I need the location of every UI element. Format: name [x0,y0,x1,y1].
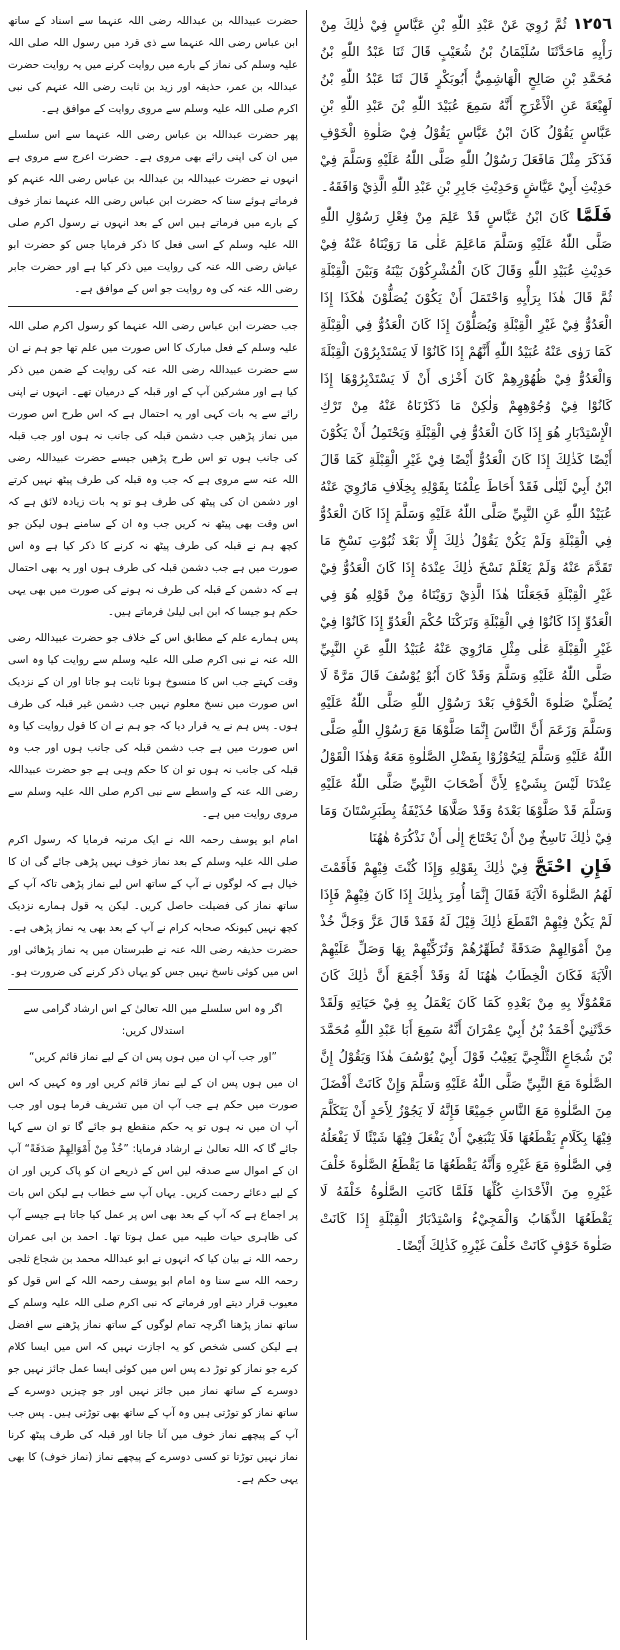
arabic-block-1: ثُمَّ رُوِيَ عَنْ عَبْدِ اللّٰهِ بْنِ عَبَّاسٍ فِيْ ذٰلِكَ مِنْ رَأْيِهِ مَاحَدَّثَنَا سُلَيْمَانُ بْنُ شُعَيْبٍ قَالَ ثَنَا عَبْدُ اللّٰهِ بْنُ مُحَمَّدِ بْنِ صَالِحٍ الْهَاشِمِيُّ أَبُوبَكْرٍ قَالَ ثَنَا عَبْدُ اللّٰهِ بْنُ لَهِيْعَةَ عَنِ الْأَعْرَجِ أَنَّهُ سَمِعَ عُبَيْدَ اللّٰهِ بْنَ عَبْدِ اللّٰهِ بْنِ عَبَّاسٍ يَقُوْلُ كَانَ ابْنُ عَبَّاسٍ يَقُوْلُ فِيْ صَلٰوةِ الْخَوْفِ فَذَكَرَ مِثْلَ مَافَعَلَ رَسُوْلُ اللّٰهِ صَلَّى اللّٰهُ عَلَيْهِ وَسَلَّمَ فِيْ حَدِيْثِ أَبِيْ عَيَّاشٍ وَحَدِيْثِ جَابِرِ بْنِ عَبْدِ اللّٰهِ الَّذِيْ وَافَقَهُ۔ [320,18,612,195]
hadith-paragraph-1 [320,10,612,201]
urdu-quote: ”اور جب آپ ان میں ہوں پس ان کے لیے نماز قائم کریں“ [28,1051,277,1063]
urdu-paragraph-6: ان میں ہوں پس ان کے لیے نماز قائم کریں اور وہ کہیں کہ اس صورت میں حکم ہے جب آپ ان میں تشریف فرما ہوں اور جب آپ ان میں نہ ہوں تو یہ حکم منقطع ہو جائے گا تو ان سے کہا جائے گا کہ اللہ تعالیٰ نے ارشاد فرمایا: ”خُذْ مِنْ أَمْوَالِهِمْ صَدَقَةً“ آپ ان کے اموال سے صدقہ لیں اس کے ذریعے ان کو پاک کریں اور ان کے لیے دعائے رحمت کریں۔ یہاں آپ سے خطاب ہے لیکن اس بات پر اجماع ہے کہ آپ کے بعد بھی اس پر عمل کیا جاتا ہے جیسے آپ کی ظاہری حیات طیبہ میں عمل ہوتا تھا۔ احمد بن ابی عمران رحمہ اللہ نے بیان کیا کہ انہوں نے ابو عبداللہ محمد بن شجاع ثلجی رحمہ اللہ سے سنا وہ امام ابو یوسف رحمہ اللہ کے اس قول کو معیوب قرار دیتے اور فرماتے کہ نبی اکرم صلی اللہ علیہ وسلم کے ساتھ نماز پڑھنا اگرچہ تمام لوگوں کے ساتھ نماز پڑھنے سے افضل ہے لیکن کسی شخص کو یہ اجازت نہیں کہ اس میں ایسا کلام کرے جو نماز کو توڑ دے پس اس میں کوئی ایسا عمل جائز نہیں جو دوسرے کے ساتھ نماز میں جائز نہیں اور جو چیزیں دوسرے کے ساتھ نماز کو توڑتی ہیں وہ آپ کے ساتھ بھی توڑتی ہیں۔ پس جب آپ کے پیچھے نماز خوف میں آنا جانا اور قبلہ کی طرف پیٹھ کرنا نماز نہیں توڑتا تو کسی دوسرے کے پیچھے نماز (نماز خوف) کا بھی یہی حکم ہے۔ [8,1077,298,1485]
arabic-text-column [312,10,612,1640]
urdu-paragraph-3: جب حضرت ابن عباس رضی اللہ عنہما کو رسول اکرم صلی اللہ علیہ وسلم کے فعل مبارک کا اس صورت میں علم تھا جو ہم نے ان سے حضرت عبیداللہ رضی اللہ عنہ کی روایت کے ضمن میں ذکر کیا ہے اور مشرکین آپ کے اور قبلہ کے درمیان تھے۔ انہوں نے اپنی رائے سے یہ بات کہی اور یہ احتمال ہے کہ اس طرح اس صورت میں نماز پڑھیں جب دشمن قبلہ کی جانب نہ ہوں اور جب قبلہ کی جانب ہوں تو اس طرح پڑھیں جیسے حضرت عبیداللہ رضی اللہ عنہ سے مروی ہے کہ جب وہ قبلہ کی طرف پیٹھ نہیں کرتے اور دشمن ان کی پیٹھ کی طرف ہو تو یہ بات زیادہ لائق ہے کہ اس وقت بھی پیٹھ نہ کریں جب وہ ان کے سامنے ہوں لیکن جو کچھ ہم نے قبلہ کی طرف پیٹھ نہ کرنے کا ذکر کیا ہے وہ اس صورت میں ہے جب دشمن قبلہ کی طرف ہوں اور یہ بھی احتمال ہے کہ دشمن کے قبلہ کی طرف نہ ہونے کی صورت میں بھی یہی حکم ہو جیسا کہ ابن ابی لیلیٰ فرماتے ہیں۔ [8,320,298,618]
hadith-paragraph-3 [320,854,612,1260]
lead-word-fa-in-ihtajja: فَإِنِ احْتَجَّ [534,857,612,877]
urdu-sub-heading: اگر وہ اس سلسلے میں اللہ تعالیٰ کے اس ارشاد گرامی سے استدلال کریں: [23,1003,283,1037]
urdu-paragraph-2: پھر حضرت عبداللہ بن عباس رضی اللہ عنہما سے اس سلسلے میں ان کی اپنی رائے بھی مروی ہے۔ حضرت اعرج سے مروی ہے انہوں نے حضرت عبیداللہ بن عبداللہ بن عباس رضی اللہ عنہم کو فرماتے ہوئے سنا کہ حضرت ابن عباس رضی اللہ عنہما نماز خوف کے بارے میں فرماتے ہیں اس کے بعد انہوں نے رسول اکرم صلی اللہ علیہ وسلم کے اسی فعل کا ذکر فرمایا جس کو حضرت ابو عیاش رضی اللہ عنہ کی روایت میں ذکر کیا ہے اور حضرت جابر رضی اللہ عنہ کی وہ روایت جو اس کے موافق ہے۔ [8,129,298,295]
urdu-translation-column [8,10,298,1640]
lead-word-falamma: فَلَمَّا [576,206,612,226]
hadith-paragraph-2 [320,203,612,852]
arabic-block-3: فِيْ ذٰلِكَ بِقَوْلِهِ وَإِذَا كُنْتَ فِيْهِمْ فَأَقَمْتَ لَهُمُ الصَّلٰوةَ الْآيَةَ فَقَالَ إِنَّمَا أُمِرَ بِذٰلِكَ إِذَا كَانَ فِيْهِمْ فَإِذَا لَمْ يَكُنْ فِيْهِمْ انْقَطَعَ ذٰلِكَ قِيْلَ لَهُ فَقَدْ قَالَ عَزَّ وَجَلَّ خُذْ مِنْ أَمْوَالِهِمْ صَدَقَةً تُطَهِّرُهُمْ وَتُزَكِّيْهِمْ بِهَا وَصَلِّ عَلَيْهِمْ الْآيَةَ فَكَانَ الْخِطَابُ هٰهُنَا لَهُ وَقَدْ أَجْمَعَ أَنَّ ذٰلِكَ كَانَ مَعْمُوْلًا بِهِ مِنْ بَعْدِهِ كَمَا كَانَ يَعْمَلُ بِهِ فِيْ حَيَاتِهِ وَلَقَدْ حَدَّثَنِيْ أَحْمَدُ بْنُ أَبِيْ عِمْرَانَ أَنَّهُ سَمِعَ أَبَا عَبْدِ اللّٰهِ مُحَمَّدَ بْنَ شُجَاعٍ الثَّلْجِيَّ يَعِيْبُ قَوْلَ أَبِيْ يُوْسُفَ هٰذَا وَيَقُوْلُ إِنَّ الصَّلٰوةَ مَعَ النَّبِيِّ صَلَّى اللّٰهُ عَلَيْهِ وَسَلَّمَ وَإِنْ كَانَتْ أَفْضَلَ مِنَ الصَّلٰوةِ مَعَ النَّاسِ جَمِيْعًا فَإِنَّهُ لَا يَجُوْزُ لِأَحَدٍ أَنْ يَتَكَلَّمَ فِيْهَا بِكَلَامٍ يَقْطَعُهَا فَلَا يَنْبَغِيْ أَنْ يَفْعَلَ فِيْهَا شَيْئًا لَا يَفْعَلُهُ فِي الصَّلٰوةِ مَعَ غَيْرِهِ وَأَنَّهُ يَقْطَعُهَا مَا يَقْطَعُ الصَّلٰوةَ خَلْفَ غَيْرِهِ مِنَ الْأَحْدَاثِ كُلِّهَا فَلَمَّا كَانَتِ الصَّلٰوةُ خَلْفَهُ لَا يَقْطَعُهَا الذَّهَابُ وَالْمَجِيْءُ وَاسْتِدْبَارُ الْقِبْلَةِ إِذَا كَانَتْ صَلٰوةَ خَوْفٍ كَانَتْ خَلْفَ غَيْرِهِ كَذٰلِكَ أَيْضًا۔ [320,861,612,1254]
urdu-paragraph-4: پس ہمارے علم کے مطابق اس کے خلاف جو حضرت عبیداللہ رضی اللہ عنہ نے نبی اکرم صلی اللہ علیہ وسلم سے روایت کیا وہ اسی وقت کہتے جب اس کا منسوخ ہونا ثابت ہو جاتا اور ان کے نزدیک اس صورت میں نسخ معلوم نہیں جب دشمن غیر قبلہ کی طرف ہوں۔ پس ہم نے یہ قرار دیا کہ جو ہم نے ان کا قول روایت کیا وہ اس صورت میں ہے جب دشمن قبلہ کی جانب ہوں اور جب وہ قبلہ کی جانب نہ ہوں تو ان کا حکم وہی ہے جو حضرت عبیداللہ رضی اللہ عنہ کے واسطے سے نبی اکرم صلی اللہ علیہ وسلم سے مروی روایت میں ہے۔ [8,632,298,820]
hadith-number: ١٢٥٦ [572,14,612,33]
arabic-block-2: كَانَ ابْنُ عَبَّاسٍ قَدْ عَلِمَ مِنْ فِعْلِ رَسُوْلِ اللّٰهِ صَلَّى اللّٰهُ عَلَيْهِ وَسَلَّمَ مَاعَلِمَ عَلٰى مَا رَوَيْنَاهُ عَنْهُ فِيْ حَدِيْثِ عُبَيْدِ اللّٰهِ وَقَالَ كَانَ الْمُشْرِكُوْنَ بَيْنَهُ وَبَيْنَ الْقِبْلَةِ ثُمَّ قَالَ هٰذَا بِرَأْيِهِ وَاحْتَمَلَ أَنْ يَكُوْنَ يُصَلُّوْنَ هٰكَذَا إِذَا الْعَدُوُّ فِيْ غَيْرِ الْقِبْلَةِ وَيُصَلُّوْنَ إِذَا كَانَ الْعَدُوُّ فِي الْقِبْلَةِ كَمَا رَوٰى عَنْهُ عُبَيْدُ اللّٰهِ أَنَّهُمْ إِذَا كَانُوْا لَا يَسْتَدْبِرُوْنَ الْقِبْلَةَ وَالْعَدُوُّ فِيْ ظُهُوْرِهِمْ كَانَ أَخْرٰى أَنْ لَا يَسْتَدْبِرُوْهَا إِذَا كَانُوْا فِيْ وُجُوْهِهِمْ وَلٰكِنْ مَا ذَكَرْنَاهُ عَنْهُ مِنْ تَرْكِ الْإِسْتِدْبَارِ هُوَ إِذَا كَانَ الْعَدُوُّ فِي الْقِبْلَةِ وَيَحْتَمِلُ أَنْ يَكُوْنَ أَيْضًا كَذٰلِكَ إِذَا كَانَ الْعَدُوُّ أَيْضًا فِيْ غَيْرِ الْقِبْلَةِ كَمَا قَالَ ابْنُ أَبِيْ لَيْلٰى فَقَدْ أَحَاطَ عِلْمُنَا بِقَوْلِهِ بِخِلَافِ مَارُوِيَ عَنْهُ عُبَيْدُ اللّٰهِ عَنِ النَّبِيِّ صَلَّى اللّٰهُ عَلَيْهِ وَسَلَّمَ إِذَا كَانَ الْعَدُوُّ فِي الْقِبْلَةِ وَلَمْ يَكُنْ يَقُوْلُ ذٰلِكَ إِلَّا بَعْدَ ثُبُوْتِ نَسْخِ مَا تَقَدَّمَ عَنْهُ وَلَمْ يَعْلَمْ نَسْخَ ذٰلِكَ عِنْدَهُ إِذَا كَانَ الْعَدُوُّ فِيْ غَيْرِ الْقِبْلَةِ فَجَعَلْنَا هٰذَا الَّذِيْ رَوَيْنَاهُ مِنْ قَوْلِهِ هُوَ فِي الْعَدُوِّ إِذَا كَانُوْا فِي الْقِبْلَةِ وَتَرَكْنَا حُكْمَ الْعَدُوِّ إِذَا كَانُوْا فِيْ غَيْرِ الْقِبْلَةِ عَلٰى مِثْلِ مَارُوِيَ عَنْهُ عُبَيْدُ اللّٰهِ عَنِ النَّبِيِّ صَلَّى اللّٰهُ عَلَيْهِ وَسَلَّمَ وَقَدْ كَانَ أَبُوْ يُوْسُفَ قَالَ مَرَّةً لَا يُصَلِّيْ صَلٰوةَ الْخَوْفِ بَعْدَ رَسُوْلِ اللّٰهِ صَلَّى اللّٰهُ عَلَيْهِ وَسَلَّمَ وَزَعَمَ أَنَّ النَّاسَ إِنَّمَا صَلَّوْهَا مَعَ رَسُوْلِ اللّٰهِ صَلَّى اللّٰهُ عَلَيْهِ وَسَلَّمَ لِيَحُوْزُوْا بِفَضْلِ الصَّلٰوةِ مَعَهُ وَهٰذَا الْقَوْلُ عِنْدَنَا لَيْسَ بِشَيْءٍ لِأَنَّ أَصْحَابَ النَّبِيِّ صَلَّى اللّٰهُ عَلَيْهِ وَسَلَّمَ قَدْ صَلَّوْهَا بَعْدَهُ وَقَدْ صَلَّاهَا حُذَيْفَةُ بِطَبَرِسْتَانَ وَمَا فِيْ ذٰلِكَ نَاسِخٌ مِنْ أَنْ يَحْتَاجَ إِلٰى أَنْ نَذْكُرَهُ هٰهُنَا [320,210,612,846]
section-divider-2 [8,989,298,990]
column-divider [306,10,307,1640]
urdu-paragraph-1: حضرت عبیداللہ بن عبداللہ رضی اللہ عنہما سے اسناد کے ساتھ ابن عباس رضی اللہ عنہما سے ذی قرد میں رسول اللہ صلی اللہ علیہ وسلم کی نماز کے بارے میں روایت کرنے میں یہ روایت حضرت عبداللہ بن عمر، حذیفہ اور زید بن ثابت رضی اللہ عنہم کی نبی اکرم صلی اللہ علیہ وسلم سے مروی روایت کے موافق ہے۔ [8,15,298,115]
section-divider-1 [8,306,298,307]
urdu-paragraph-5: امام ابو یوسف رحمہ اللہ نے ایک مرتبہ فرمایا کہ رسول اکرم صلی اللہ علیہ وسلم کے بعد نماز خوف نہیں پڑھی جائے گی ان کا خیال ہے کہ لوگوں نے آپ کے ساتھ اس لیے نماز پڑھی تاکہ آپ کے ساتھ نماز کی فضیلت حاصل کریں۔ لیکن یہ قول ہمارے نزدیک کچھ نہیں کیونکہ صحابہ کرام نے آپ کے بعد بھی یہ نماز پڑھی ہے۔ حضرت حذیفہ رضی اللہ عنہ نے طبرستان میں یہ نماز پڑھائی اور اس میں کوئی ناسخ نہیں جس کو یہاں ذکر کرنے کی ضرورت ہو۔ [8,834,298,978]
